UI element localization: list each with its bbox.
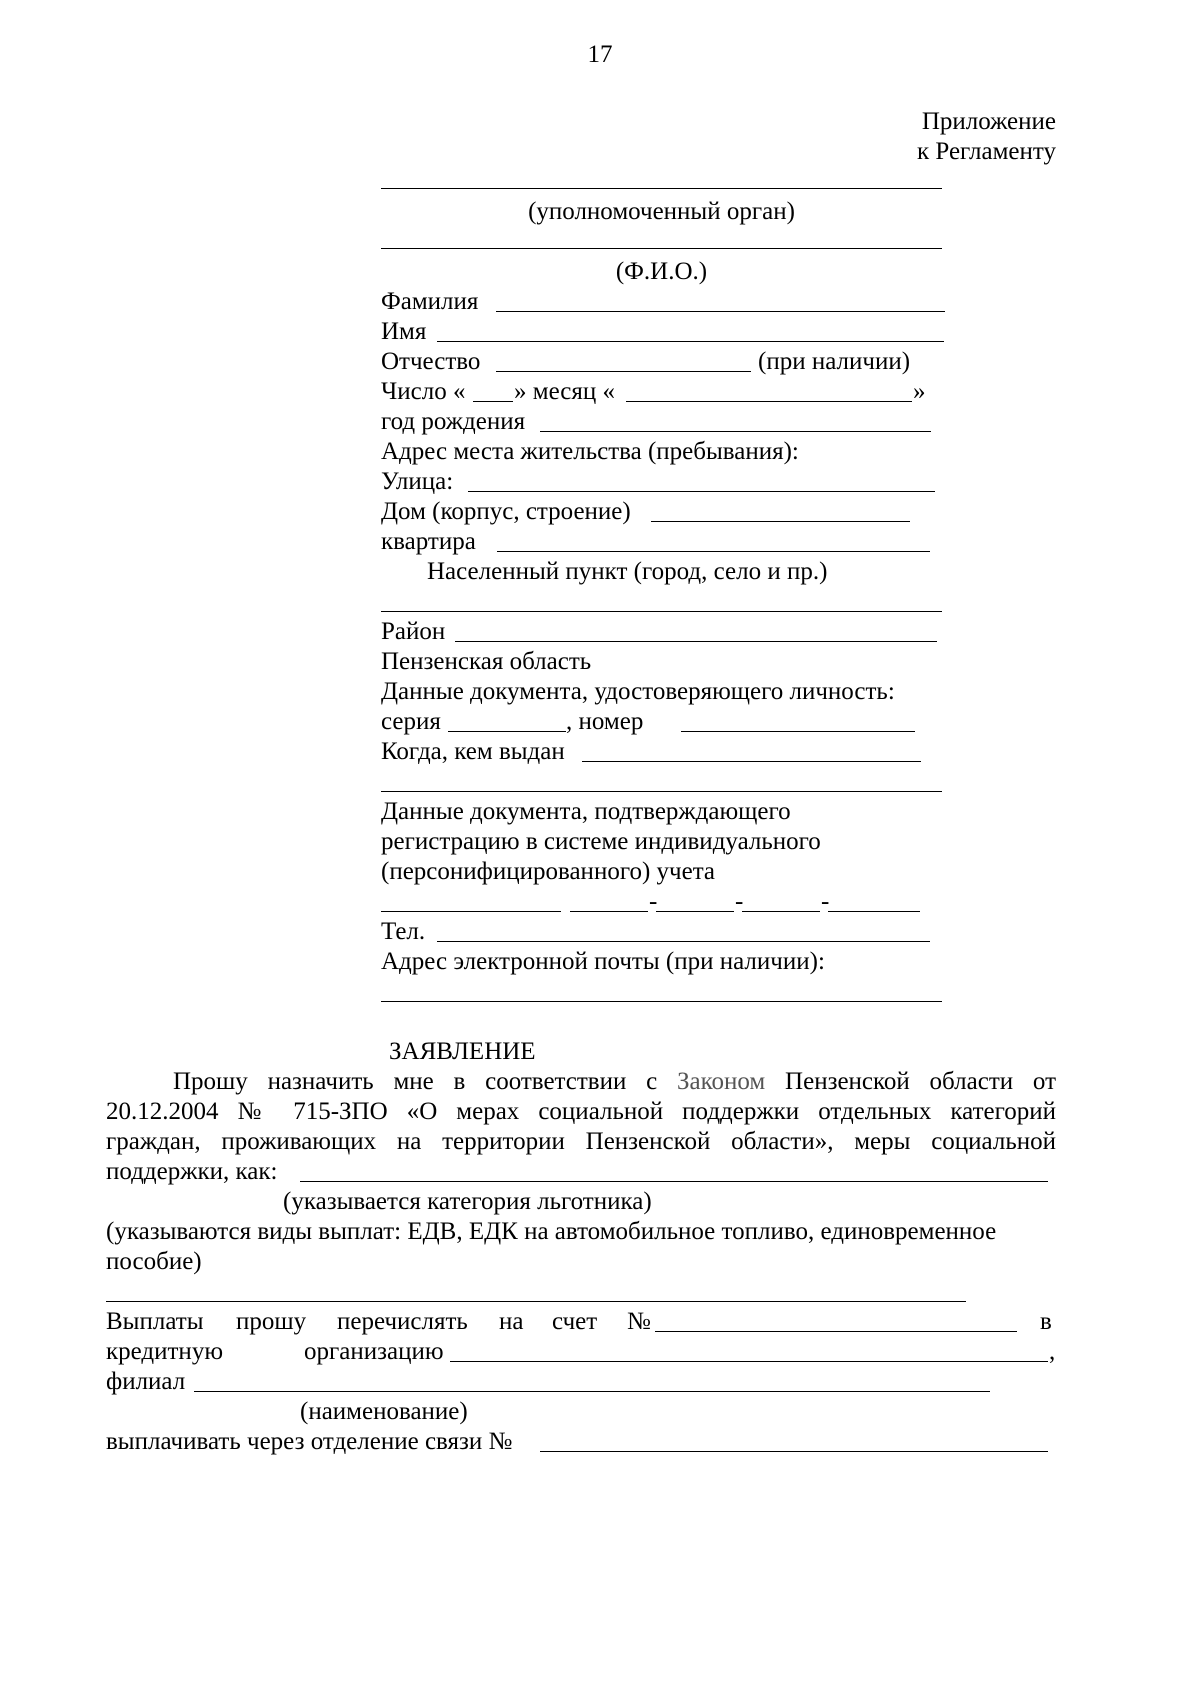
snils-heading-1: Данные документа, подтверждающего	[381, 798, 791, 825]
surname-field[interactable]	[496, 311, 945, 312]
credit-org-field[interactable]	[450, 1361, 1048, 1362]
fio-line[interactable]	[381, 248, 942, 249]
snils-heading-3: (персонифицированного) учета	[381, 858, 716, 885]
statement-line-2: 20.12.2004 № 715-ЗПО «О мерах социальной поддержки отдельных категорий	[106, 1098, 1056, 1125]
account-word-4: на	[499, 1308, 524, 1335]
account-in: в	[1040, 1308, 1052, 1335]
issued-label: Когда, кем выдан	[381, 738, 565, 765]
snils-dash-3: -	[821, 888, 830, 915]
birth-month-label: » месяц «	[514, 378, 616, 405]
apartment-label: квартира	[381, 528, 476, 555]
birth-month-close: »	[913, 378, 926, 405]
street-field[interactable]	[468, 491, 935, 492]
series-label: серия	[381, 708, 441, 735]
district-field[interactable]	[455, 641, 937, 642]
birth-year-field[interactable]	[540, 431, 931, 432]
snils-dash-1: -	[649, 888, 658, 915]
issued-field[interactable]	[582, 761, 921, 762]
birth-month-field[interactable]	[626, 401, 912, 402]
account-number-sign: №	[627, 1308, 651, 1335]
phone-label: Тел.	[381, 918, 426, 945]
snils-field-2[interactable]	[570, 911, 648, 912]
statement-line-4: поддержки, как:	[106, 1158, 278, 1185]
street-label: Улица:	[381, 468, 454, 495]
snils-field-1[interactable]	[381, 911, 561, 912]
district-label: Район	[381, 618, 446, 645]
appendix-label: Приложение	[921, 108, 1056, 135]
issued-field-continued[interactable]	[381, 791, 942, 792]
address-heading: Адрес места жительства (пребывания):	[381, 438, 799, 465]
account-word-3: перечислять	[337, 1308, 468, 1335]
locality-label: Населенный пункт (город, село и пр.)	[427, 558, 828, 585]
patronymic-note: (при наличии)	[758, 348, 911, 375]
patronymic-label: Отчество	[381, 348, 481, 375]
law-reference[interactable]: Законом	[677, 1068, 766, 1095]
snils-field-4[interactable]	[742, 911, 820, 912]
credit-word-2: организацию	[304, 1338, 444, 1365]
snils-field-5[interactable]	[828, 911, 920, 912]
name-label: Имя	[381, 318, 427, 345]
apartment-field[interactable]	[497, 551, 930, 552]
authority-line[interactable]	[381, 188, 942, 189]
email-field[interactable]	[381, 1001, 942, 1002]
surname-label: Фамилия	[381, 288, 479, 315]
post-office-field[interactable]	[540, 1451, 1048, 1452]
statement-line-3: граждан, проживающих на территории Пензенской области», меры социальной	[106, 1128, 1056, 1155]
house-label: Дом (корпус, строение)	[381, 498, 631, 525]
snils-dash-2: -	[735, 888, 744, 915]
fio-caption: (Ф.И.О.)	[615, 258, 708, 285]
patronymic-field[interactable]	[496, 371, 751, 372]
snils-heading-2: регистрацию в системе индивидуального	[381, 828, 821, 855]
series-field[interactable]	[448, 731, 566, 732]
name-caption: (наименование)	[300, 1398, 468, 1425]
regulation-label: к Регламенту	[916, 138, 1056, 165]
payment-types-2: пособие)	[106, 1248, 202, 1275]
snils-field-3[interactable]	[656, 911, 734, 912]
account-word-2: прошу	[236, 1308, 307, 1335]
payment-types-1: (указываются виды выплат: ЕДВ, ЕДК на автомобильное топливо, единовременное	[106, 1218, 997, 1245]
branch-field[interactable]	[194, 1391, 990, 1392]
post-office-label: выплачивать через отделение связи №	[106, 1428, 513, 1455]
id-doc-heading: Данные документа, удостоверяющего личность:	[381, 678, 895, 705]
number-field[interactable]	[681, 731, 915, 732]
page-number: 17	[587, 41, 613, 68]
birth-day-label: Число «	[381, 378, 466, 405]
credit-word-1: кредитную	[106, 1338, 223, 1365]
credit-comma: ,	[1049, 1338, 1056, 1365]
phone-field[interactable]	[437, 941, 930, 942]
region-label: Пензенская область	[381, 648, 592, 675]
name-field[interactable]	[437, 341, 944, 342]
birth-year-label: год рождения	[381, 408, 526, 435]
number-label: , номер	[566, 708, 644, 735]
branch-label: филиал	[106, 1368, 186, 1395]
account-word-1: Выплаты	[106, 1308, 204, 1335]
statement-line-1: Прошу назначить мне в соответствии с Законом Пензенской области от	[173, 1068, 1056, 1095]
statement-title: ЗАЯВЛЕНИЕ	[389, 1038, 536, 1065]
birth-day-field[interactable]	[473, 401, 513, 402]
account-word-5: счет	[552, 1308, 598, 1335]
email-label: Адрес электронной почты (при наличии):	[381, 948, 825, 975]
account-number-field[interactable]	[655, 1331, 1017, 1332]
house-field[interactable]	[651, 521, 910, 522]
authority-caption: (уполномоченный орган)	[528, 198, 795, 225]
locality-field[interactable]	[381, 611, 942, 612]
benefit-category-field[interactable]	[300, 1181, 1048, 1182]
category-caption: (указывается категория льготника)	[283, 1188, 652, 1215]
payment-types-field[interactable]	[106, 1301, 966, 1302]
